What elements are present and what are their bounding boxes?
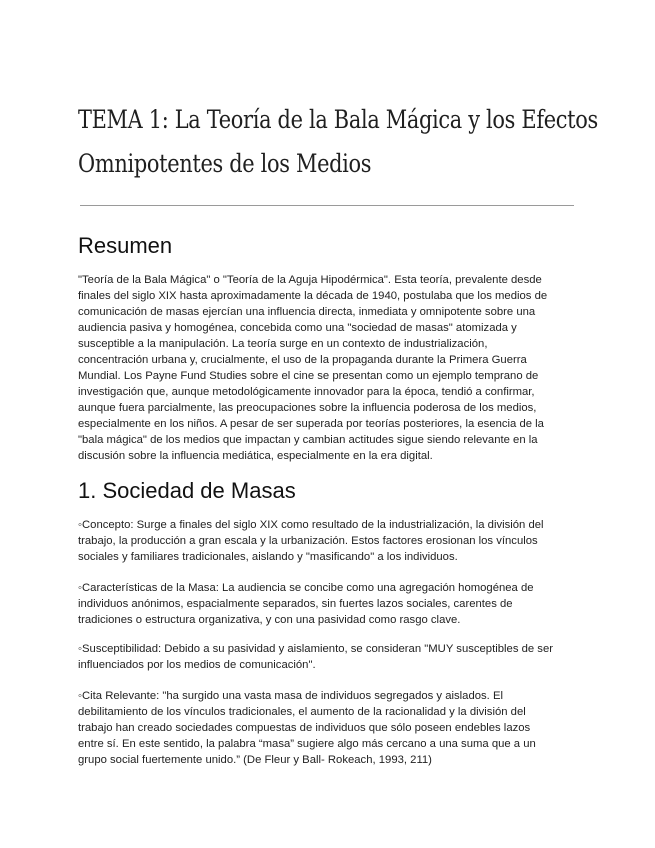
susceptibilidad-paragraph xyxy=(78,641,574,673)
text-line: grupo social fuertemente unido.” (De Fleur y Ball- Rokeach, 1993, 211) xyxy=(78,754,432,766)
text-line: trabajo, la producción a gran escala y la urbanización. Estos factores erosionan los vínculos xyxy=(78,535,538,547)
resumen-heading: Resumen xyxy=(78,233,173,258)
text-line: ◦Susceptibilidad: Debido a su pasividad y aislamiento, se consideran "MUY susceptibles de ser xyxy=(78,643,553,655)
title-line: TEMA 1: La Teoría de la Bala Mágica y los Efectos xyxy=(78,105,598,135)
text-line: ◦Cita Relevante: "ha surgido una vasta masa de individuos segregados y aislados. El xyxy=(78,690,503,702)
text-line: debilitamiento de los vínculos tradicionales, el aumento de la racionalidad y la división del xyxy=(78,706,526,718)
cita-paragraph xyxy=(78,688,574,768)
text-line: susceptible a la manipulación. La teoría surge en un contexto de industrialización, xyxy=(78,338,488,350)
text-line: Mundial. Los Payne Fund Studies sobre el cine se presentan como un ejemplo temprano de xyxy=(78,370,539,382)
text-line: discusión sobre la influencia mediática, especialmente en la era digital. xyxy=(78,450,433,462)
text-line: investigación que, aunque metodológicamente innovador para la época, tendió a confirmar, xyxy=(78,386,535,398)
text-line: aunque fuera parcialmente, las preocupaciones sobre la influencia poderosa de los medios, xyxy=(78,402,537,414)
text-line: comunicación de masas ejercían una influencia directa, inmediata y omnipotente sobre una xyxy=(78,306,536,318)
text-line: "Teoría de la Bala Mágica" o "Teoría de la Aguja Hipodérmica". Esta teoría, prevalente desde xyxy=(78,274,542,286)
text-line: ◦Concepto: Surge a finales del siglo XIX como resultado de la industrialización, la división del xyxy=(78,519,544,531)
text-line: sociales y familiares tradicionales, aislando y "masificando" a los individuos. xyxy=(78,551,458,563)
title-line: Omnipotentes de los Medios xyxy=(78,149,372,179)
title-divider xyxy=(80,205,574,206)
text-line: entre sí. En este sentido, la palabra “masa” sugiere algo más cercano a una suma que a un xyxy=(78,738,536,750)
text-line: trabajo han creado sociedades compuestas de individuos que sólo poseen endebles lazos xyxy=(78,722,531,734)
text-line: influenciados por los medios de comunicación". xyxy=(78,659,316,671)
text-line: audiencia pasiva y homogénea, concebida como una "sociedad de masas" atomizada y xyxy=(78,322,517,334)
text-line: individuos anónimos, espacialmente separados, sin fuertes lazos sociales, carentes de xyxy=(78,598,513,610)
text-line: ◦Características de la Masa: La audiencia se concibe como una agregación homogénea de xyxy=(78,582,534,594)
document-title xyxy=(78,98,598,186)
text-line: concentración urbana y, crucialmente, el uso de la propaganda durante la Primera Guerra xyxy=(78,354,527,366)
resumen-paragraph xyxy=(78,272,574,464)
text-line: "bala mágica" de los medios que impactan y cambian actitudes sigue siendo relevante en la xyxy=(78,434,538,446)
text-line: finales del siglo XIX hasta aproximadamente la década de 1940, postulaba que los medios de xyxy=(78,290,548,302)
text-line: tradiciones o estructura organizativa, y con una pasividad como rasgo clave. xyxy=(78,614,461,626)
concepto-paragraph xyxy=(78,517,574,565)
section-heading-sociedad-de-masas: 1. Sociedad de Masas xyxy=(78,478,296,503)
caracteristicas-paragraph xyxy=(78,580,574,628)
text-line: especialmente en los niños. A pesar de ser superada por teorías posteriores, la esencia de la xyxy=(78,418,544,430)
